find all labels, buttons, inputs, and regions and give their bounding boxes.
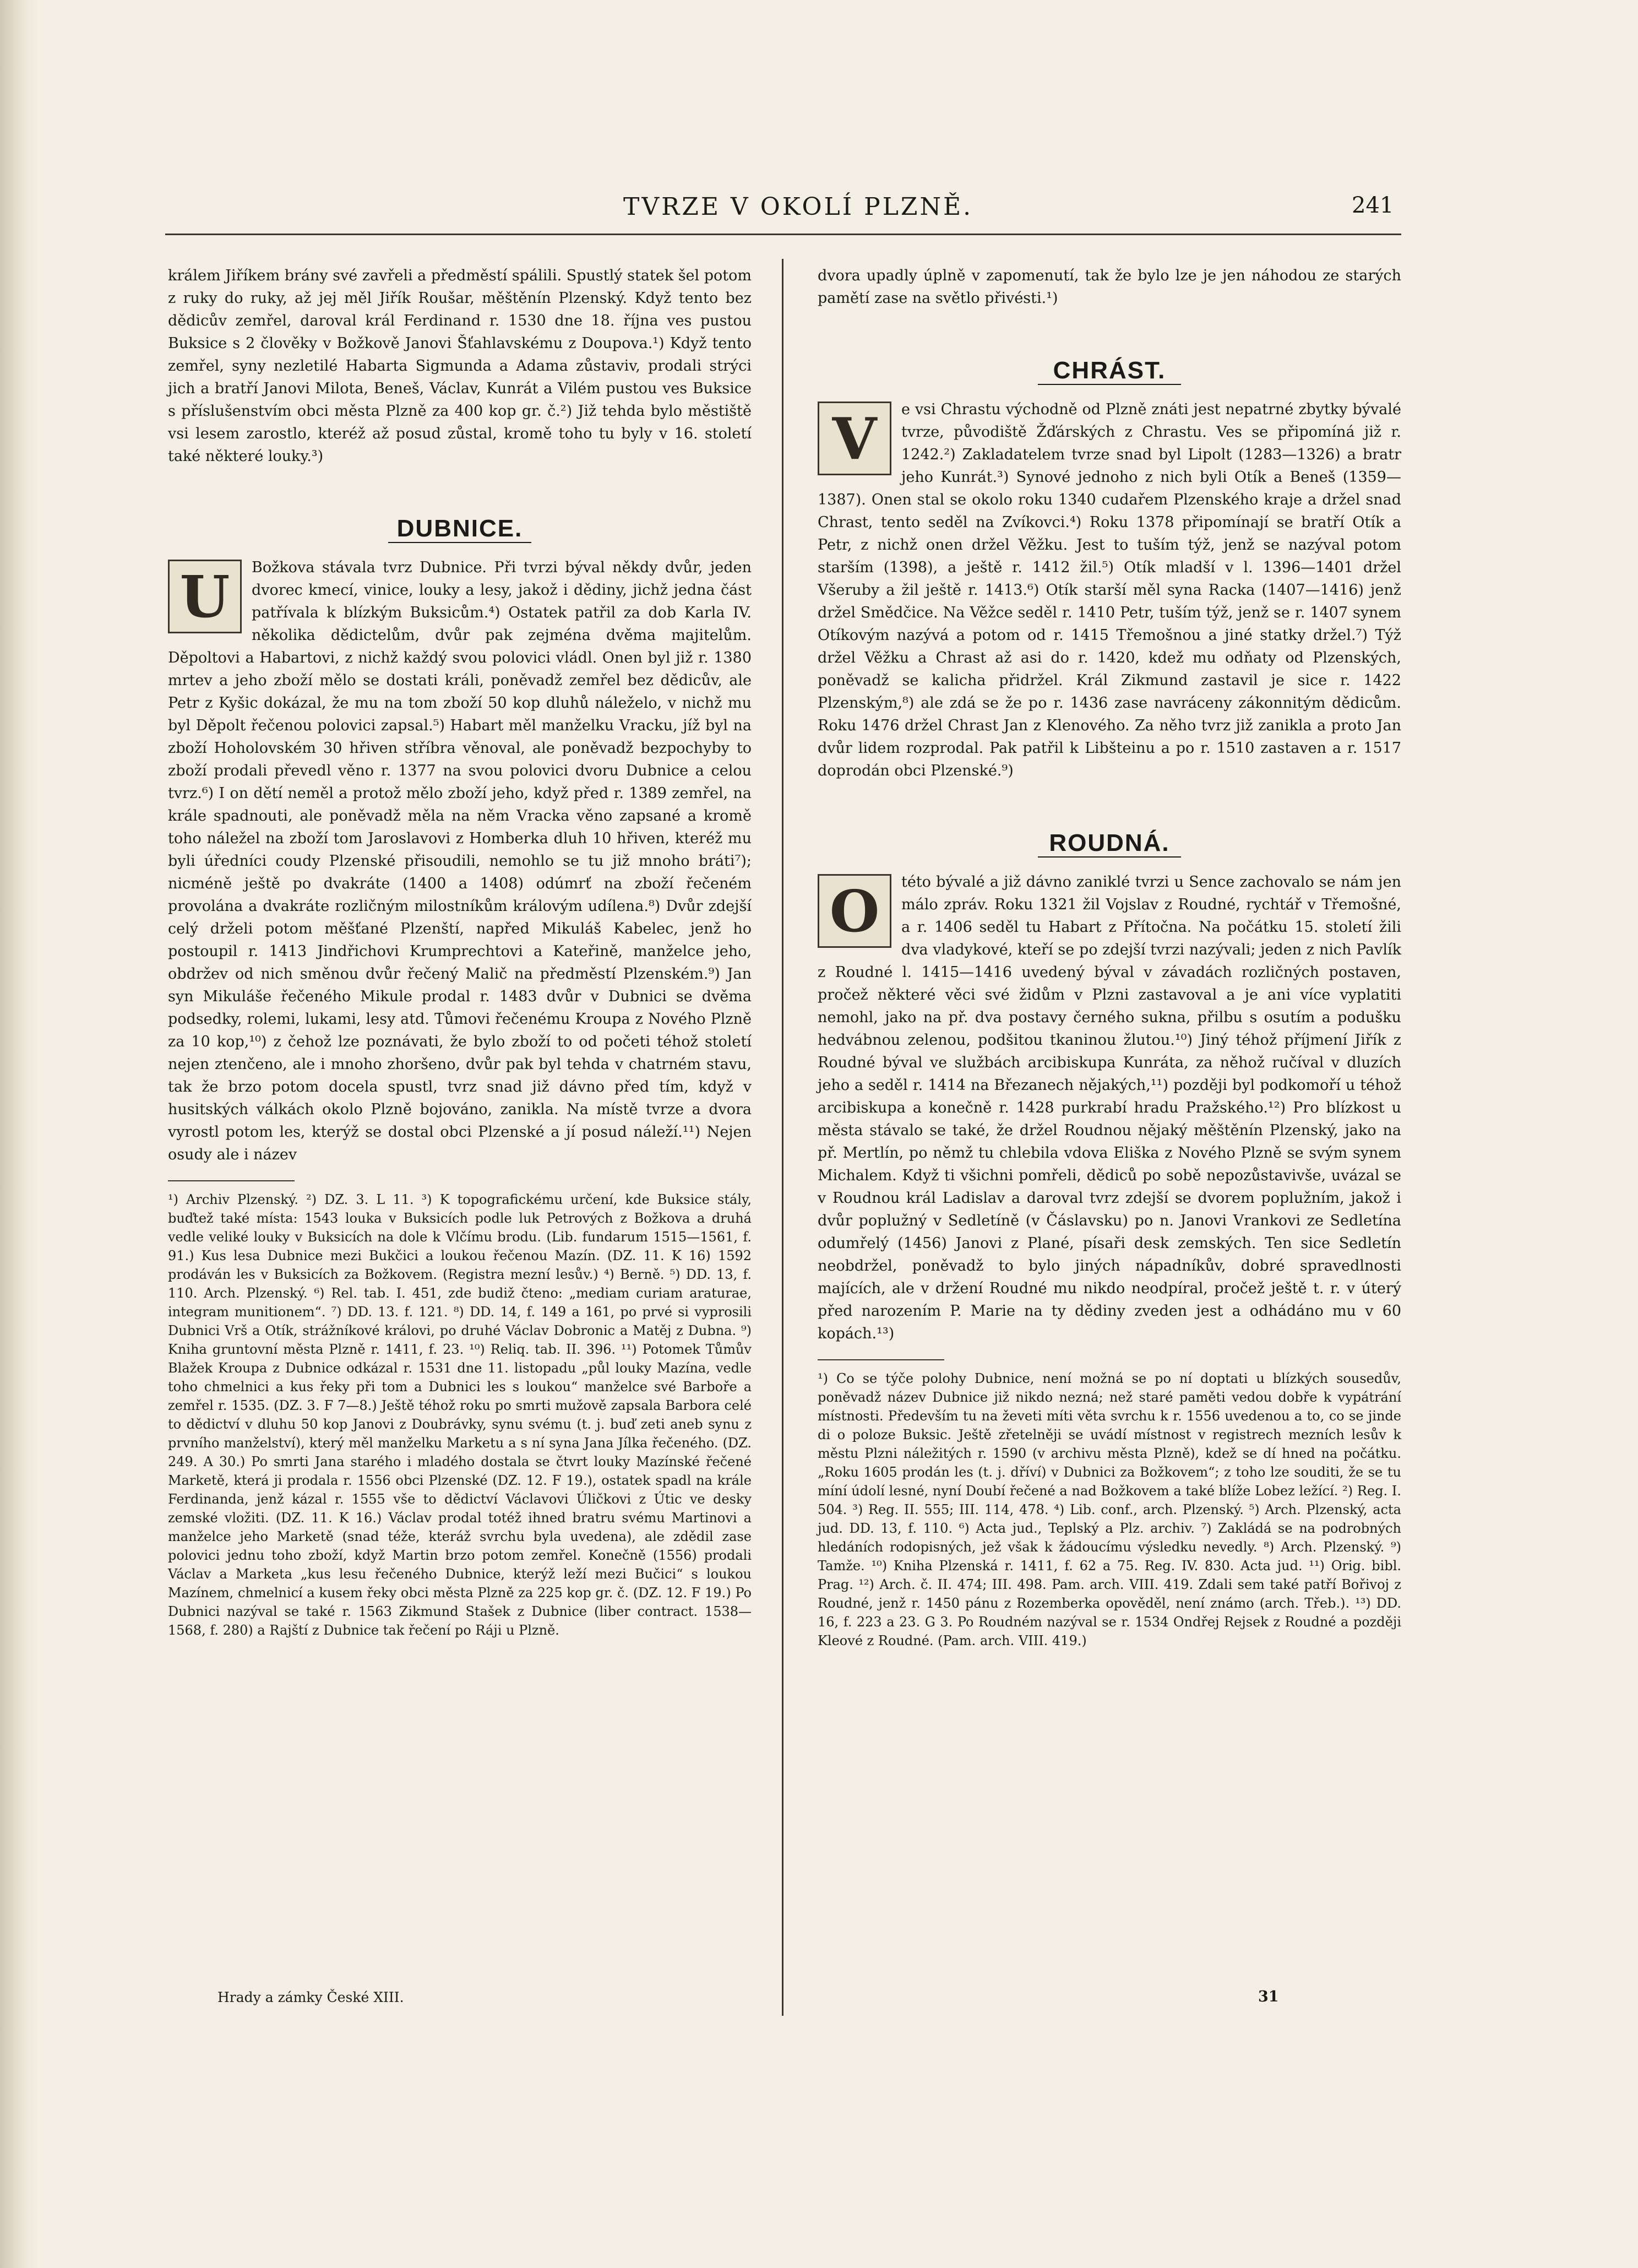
right-footnotes: ¹) Co se týče polohy Dubnice, není možná se po ní doptati u blízkých sousedův, poněvadž název Dubnice již nikdo nezná; než staré paměti vedou dobře k vypátrání místnosti. Především tu na ževeti míti věta svrchu k r. 1556 uvedenou a to, co se jinde di o poloze Buksic. Ještě zřetelněji se uvádí místnost v registrech mezních lesův k městu Plzni náležitých r. 1590 (v archivu města Plzně), kdež se dí hned na počátku. „Roku 1605 prodán les (t. j. dříví) v Dubnici za Božkovem“; z toho lze souditi, že se tu míní údolí lesné, nyní Doubí řečené a nad Božkovem a také blíže Lobez ležící. ²) Reg. I. 504. ³) Reg. II. 555; III. 114, 478. ⁴) Lib. conf., arch. Plzenský. ⁵) Arch. Plzenský, acta jud. DD. 13, f. 110. ⁶) Acta jud., Teplský a Plz. archiv. ⁷) Zakládá se na podrobných hledáních rodopisných, jež však k žádoucímu výsledku nevedly. ⁸) Arch. Plzenský. ⁹) Tamže. ¹⁰) Kniha Plzenská r. 1411, f. 62 a 75. Reg. IV. 830. Acta jud. ¹¹) Orig. bibl. Prag. ¹²) Arch. č. II. 474; III. 498. Pam. arch. VIII. 419. Zdali sem také patří Bořivoj z Roudné, jenž r. 1450 pánu z Rozemberka opověděl, není známo (arch. Třeb.). ¹³) DD. 16, f. 223 a 23. G 3. Po Roudném nazýval se r. 1534 Ondřej Rejsek z Roudné a později Kleové z Roudné. (Pam. arch. VIII. 419.) <box>818 1371 1401 1648</box>
right-column <box>818 264 1401 1663</box>
chrast-paragraph: e vsi Chrastu východně od Plzně znáti jest nepatrné zbytky bývalé tvrze, původiště Žďárských z Chrastu. Ves se připomíná již r. 1242.²) Zakladatelem tvrze snad byl Lipolt (1283—1326) a bratr jeho Kunrát.³) Synové jednoho z nich byli Otík a Beneš (1359—1387). Onen stal se okolo roku 1340 cudařem Plzenského kraje a držel snad Chrast, tento seděl na Zvíkovci.⁴) Roku 1378 připomínají se bratří Otík a Petr, z nichž onen držel Věžku. Jest to tuším týž, jenž se nazýval potom starším (1398), a ještě r. 1412 žil.⁵) Otík mladší v l. 1396—1401 držel Všeruby a žil ještě r. 1413.⁶) Otík starší měl syna Racka (1407—1416) jenž držel Smědčice. Na Věžce seděl r. 1410 Petr, tuším týž, jenž se r. 1407 synem Otíkovým nazývá a potom od r. 1415 Třemošnou a jiné statky držel.⁷) Týž držel Věžku a Chrast až asi do r. 1420, kdež mu odňaty od Plzenských, poněvadž se kalicha přidržel. Král Zikmund zastavil je sice r. 1422 Plzenským,⁸) ale zdá se že po r. 1436 zase navráceny zákonnitým dědicům. Roku 1476 držel Chrast Jan z Klenového. Za něho tvrz již zanikla a proto Jan dvůr lidem rozprodal. Pak patřil k Libšteinu a po r. 1510 zastaven a r. 1517 doprodán obci Plzenské.⁹) <box>818 401 1401 779</box>
page-edge <box>0 0 39 2268</box>
left-footnote-rule <box>168 1180 295 1181</box>
left-column <box>168 264 752 1653</box>
roudna-heading <box>818 829 1401 858</box>
dubnice-paragraph: Božkova stávala tvrz Dubnice. Při tvrzi býval někdy dvůr, jeden dvorec kmecí, vinice, louky a lesy, jakož i dědiny, jichž jedna část patřívala k blízkým Buksicům.⁴) Ostatek patřil za dob Karla IV. několika dědictelům, dvůr pak zejména dvěma majitelům. Děpoltovi a Habartovi, z nichž každý svou polovici vládl. Onen byl již r. 1380 mrtev a jeho zboží mělo se dostati králi, poněvadž zemřel bez dědicův, ale Petr z Kyšic dokázal, že mu na tom zboží 50 kop dluhů náleželo, v nichž mu byl Děpolt řečenou polovici zapsal.⁵) Habart měl manželku Vracku, jíž byl na zboží Hoholovském 30 hřiven stříbra věnoval, ale poněvadž bezpochyby to zboží prodali převedl věno r. 1377 na svou polovici dvoru Dubnice a celou tvrz.⁶) I on dětí neměl a protož mělo zboží jeho, když před r. 1389 zemřel, na krále spadnouti, ale poněvadž měla na něm Vracka věno zapsané a kromě toho náležel na zboží tom Jaroslavovi z Homberka dluh 10 hřiven, kteréž mu byli úředníci coudy Plzenské přisoudili, nemohlo se tu již mnoho bráti⁷); nicméně ještě po dvakráte (1400 a 1408) odúmrť na zboží řečeném provolána a dvakráte rozličným milostníkům královým udílena.⁸) Dvůr zdejší celý drželi potom měšťané Plzenští, napřed Mikuláš Kabelec, jenž ho postoupil r. 1413 Jindřichovi Krumprechtovi a Kateřině, manželce jeho, obdržev od nich směnou dvůr řečený Malič na předměstí Plzenském.⁹) Jan syn Mikuláše řečeného Mikule prodal r. 1483 dvůr v Dubnici se dvěma podsedky, rolemi, lukami, lesy atd. Tůmovi řečenému Kroupa z Nového Plzně za 10 kop,¹⁰) z čehož lze poznávati, že bylo zboží to od početi téhož století nejen ztenčeno, ale i mnoho zhoršeno, dvůr pak byl tehda v chatrném stavu, tak že brzo potom docela spustl, tvrz snad již dávno před tím, když v husitských válkách okolo Plzně bojováno, zanikla. Na místě tvrze a dvora vyrostl potom les, kterýž se dostal obci Plzenské a jí posud náleží.¹¹) Nejen osudy ale i název <box>168 559 752 1163</box>
column-divider <box>782 259 783 2016</box>
dubnice-heading-text: DUBNICE. <box>396 515 523 542</box>
dubnice-heading-rule <box>388 542 531 543</box>
right-intro-paragraph: dvora upadly úplně v zapomenutí, tak že bylo lze je jen náhodou ze starých pamětí zase na světlo přivésti.¹) <box>818 267 1401 307</box>
roudna-paragraph: této bývalé a již dávno zaniklé tvrzi u Sence zachovalo se nám jen málo zpráv. Roku 1321 žil Vojslav z Roudné, rychtář v Třemošné, a r. 1406 seděl tu Habart z Přítočna. Na počátku 15. století žili dva vladykové, kteří se po zdejší tvrzi nazývali; jeden z nich Pavlík z Roudné l. 1415—1416 uvedený býval v závadách rozličných postaven, pročež některé věci své židům v Plzni zastavoval a je ani více vyplatiti nemohl, jako na př. dva postavy černého sukna, přilbu s osutím a podušku hedvábnou zelenou, podšitou tkaninou žlutou.¹⁰) Jiný téhož příjmení Jiřík z Roudné býval ve službách arcibiskupa Kunráta, za něhož ručíval v dluzích jeho a seděl r. 1414 na Březanech nějakých,¹¹) později byl podkomoří u téhož arcibiskupa a konečně r. 1428 purkrabí hradu Pražského.¹²) Pro blízkost u města stávalo se také, že držel Roudnou nějaký měštěnín Plzenský, jako na př. Mertlín, po němž tu chlebila vdova Eliška z Nového Plzně se svým synem Michalem. Když ti všichni pomřeli, dědiců po sobě nepozůstavivše, uvázal se v Roudnou král Ladislav a daroval tvrz zdejší se dvorem poplužním, jakož i dvůr poplužný v Sedletíně (v Čáslavsku) po n. Janovi Vrankovi ze Sedletína odumřelý (1456) Janovi z Plané, písaři desk zemských. Ten sice Sedletín neobdržel, poněvadž to bylo jiných nápadníkův, dobré spravedlnosti majících, ale v držení Roudné mu nikdo neodpíral, pročež ještě t. r. v úterý před narozením P. Marie na ty dědiny zveden jest a odhádáno mu v 60 kopách.¹³) <box>818 873 1401 1342</box>
chrast-heading <box>818 359 1401 385</box>
chrast-heading-rule <box>1038 384 1181 385</box>
header-rule <box>165 234 1401 235</box>
running-head: TVRZE V OKOLÍ PLZNĚ. <box>623 193 973 221</box>
left-intro-paragraph: králem Jiříkem brány své zavřeli a předměstí spálili. Spustlý statek šel potom z ruky do ruky, až jej měl Jiřík Roušar, měštěnín Plzenský. Když tento bez dědicův zemřel, daroval král Ferdinand r. 1530 dne 18. října ves pustou Buksice s 2 člověky v Božkově Janovi Šťahlavskému z Doupova.¹) Když tento zemřel, syny nezletilé Habarta Sigmunda a Adama zůstaviv, prodali strýci jich a bratří Janovi Milota, Beneš, Václav, Kunrát a Vilém pustou ves Buksice s příslušenstvím obci města Plzně za 400 kop gr. č.²) Již tehda bylo městiště vsi lesem zarostlo, kteréž až posud zůstal, kromě toho tu byly v 16. století také některé louky.³) <box>168 267 752 465</box>
dubnice-heading <box>168 517 752 543</box>
signature-mark: 31 <box>1258 1988 1279 2005</box>
roudna-heading-rule <box>1038 856 1181 858</box>
roudna-initial: O <box>818 874 891 948</box>
footer-book-title: Hrady a zámky České XIII. <box>217 1989 404 2005</box>
page-number: 241 <box>1352 193 1394 218</box>
left-footnotes: ¹) Archiv Plzenský. ²) DZ. 3. L 11. ³) K topografickému určení, kde Buksice stály, buďtež také místa: 1543 louka v Buksicích podle luk Petrových z Božkova a druhá vedle veliké louky v Buksicích na dole k Vlčímu brodu. (Lib. fundarum 1515—1561, f. 91.) Kus lesa Dubnice mezi Bukčici a loukou řečenou Mazín. (DZ. 11. K 16) 1592 prodáván les v Buksicích za Božkovem. (Registra mezní lesův.) ⁴) Berně. ⁵) DD. 13, f. 110. Arch. Plzenský. ⁶) Rel. tab. I. 451, zde budiž čteno: „mediam curiam araturae, integram munitionem“. ⁷) DD. 13. f. 121. ⁸) DD. 14, f. 149 a 161, po prvé si vyprosili Dubnici Vrš a Otík, strážníkové královi, po druhé Václav Dobronic a Matěj z Dubna. ⁹) Kniha gruntovní města Plzně r. 1411, f. 23. ¹⁰) Reliq. tab. II. 396. ¹¹) Potomek Tůmův Blažek Kroupa z Dubnice odkázal r. 1531 dne 11. listopadu „půl louky Mazína, vedle toho chmelnici a kus řeky při tom a Dubnici les s loukou“ manželce své Barboře a zemřel r. 1535. (DZ. 3. F 7—8.) Ještě téhož roku po smrti mužově zapsala Barbora celé to dědictví v dluhu 50 kop Janovi z Doubrávky, synu svému (t. j. buď zeti aneb synu z prvního manželství), který měl manželku Marketu a s ní syna Jana Jílka řečeného. (DZ. 249. A 30.) Po smrti Jana starého i mladého dostala se čtvrt louky Mazínské řečené Marketě, která ji prodala r. 1556 obci Plzenské (DZ. 12. F 19.), ostatek spadl na krále Ferdinanda, jenž kázal r. 1555 vše to dědictví Václavovi Úličkovi z Útic ve desky zemské vložiti. (DZ. 11. K 16.) Václav prodal totéž ihned bratru svému Martinovi a manželce jeho Marketě (snad téže, kteráž svrchu byla uvedena), ale zdědil zase polovici jednu toho zboží, když Martin brzo potom zemřel. Konečně (1556) prodali Václav a Marketa „kus lesu řečeného Dubnice, kterýž leží mezi Bučici“ s loukou Mazínem, chmelnicí a kusem řeky obci města Plzně za 225 kop gr. č. (DZ. 12. F 19.) Po Dubnici nazýval se také r. 1563 Zikmund Stašek z Dubnice (liber contract. 1538—1568, f. 280) a Rajští z Dubnice tak řečení po Ráji u Plzně. <box>168 1192 752 1638</box>
roudna-heading-text: ROUDNÁ. <box>1049 829 1170 856</box>
dubnice-initial: U <box>168 560 242 633</box>
chrast-initial: V <box>818 401 891 475</box>
chrast-heading-text: CHRÁST. <box>1053 357 1166 384</box>
right-footnote-rule <box>818 1359 944 1360</box>
